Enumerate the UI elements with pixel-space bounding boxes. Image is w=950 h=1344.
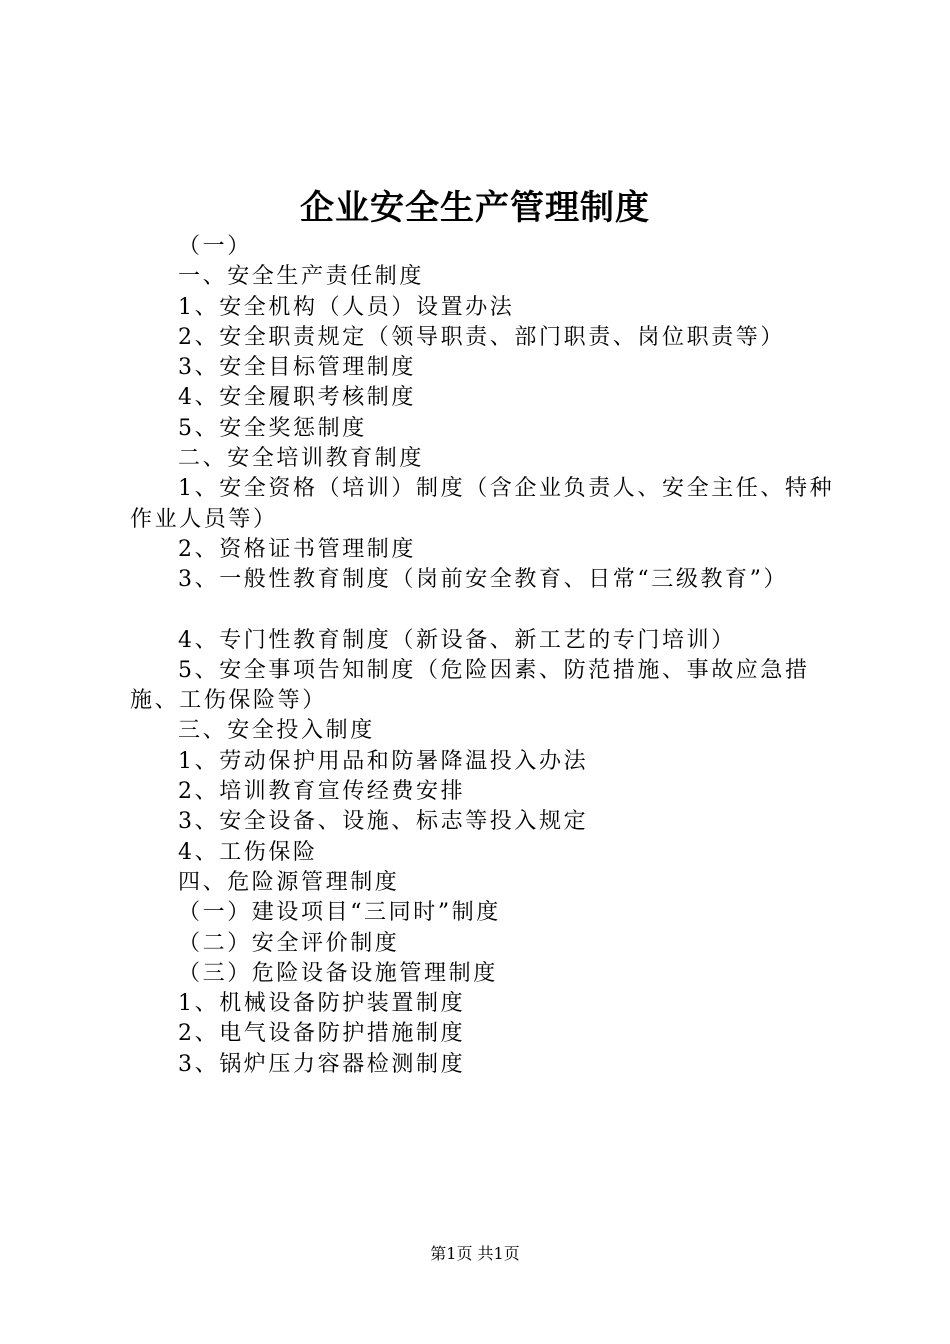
paragraph-1: （一） — [178, 234, 252, 259]
paragraph-11: 3、一般性教育制度（岗前安全教育、日常“三级教育”） — [178, 567, 789, 593]
paragraph-23: 1、机械设备防护装置制度 — [178, 991, 466, 1017]
paragraph-24: 2、电气设备防护措施制度 — [178, 1021, 466, 1047]
paragraph-14: 三、安全投入制度 — [178, 718, 375, 744]
paragraph-18: 4、工伤保险 — [178, 839, 318, 865]
paragraph-12: 4、专门性教育制度（新设备、新工艺的专门培训） — [178, 627, 736, 653]
document-body — [130, 232, 836, 1080]
document-title: 企业安全生产管理制度 — [300, 188, 650, 228]
paragraph-2: 一、安全生产责任制度 — [178, 264, 425, 290]
paragraph-15: 1、劳动保护用品和防暑降温投入办法 — [178, 748, 589, 774]
paragraph-8: 二、安全培训教育制度 — [178, 446, 425, 472]
paragraph-9: 1、安全资格（培训）制度（含企业负责人、安全主任、特种作业人员等） — [130, 476, 835, 532]
paragraph-4: 2、安全职责规定（领导职责、部门职责、岗位职责等） — [178, 324, 785, 350]
paragraph-19: 四、危险源管理制度 — [178, 869, 400, 895]
paragraph-25: 3、锅炉压力容器检测制度 — [178, 1051, 466, 1077]
paragraph-21: （二）安全评价制度 — [178, 930, 400, 956]
paragraph-3: 1、安全机构（人员）设置办法 — [178, 294, 515, 320]
page-footer: 第1页 共1页 — [430, 1244, 520, 1263]
paragraph-10: 2、资格证书管理制度 — [178, 536, 416, 562]
paragraph-20: （一）建设项目“三同时”制度 — [178, 900, 501, 926]
paragraph-7: 5、安全奖惩制度 — [178, 415, 367, 441]
paragraph-6: 4、安全履职考核制度 — [178, 385, 416, 411]
paragraph-16: 2、培训教育宣传经费安排 — [178, 779, 466, 805]
paragraph-5: 3、安全目标管理制度 — [178, 355, 416, 381]
paragraph-13: 5、安全事项告知制度（危险因素、防范措施、事故应急措施、工伤保险等） — [130, 657, 810, 714]
paragraph-22: （三）危险设备设施管理制度 — [178, 960, 498, 986]
paragraph-17: 3、安全设备、设施、标志等投入规定 — [178, 809, 589, 835]
